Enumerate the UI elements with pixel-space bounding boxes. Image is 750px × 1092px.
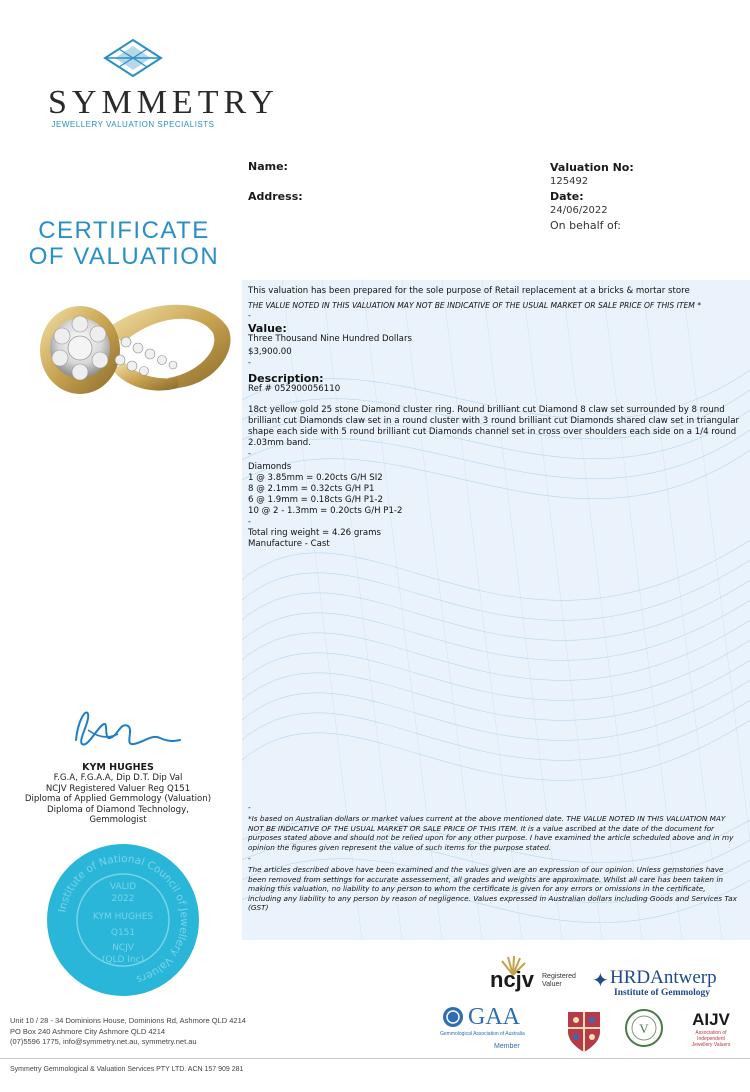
- disclaimer-para1: *Is based on Australian dollars or market values current at the above mentioned date. THE VALUE NOTED IN THIS VALUATION MAY NOT BE INDICATIVE OF THE USUAL MARKET OR SALE PRICE OF THIS ITEM. It is a value ascribed at the date of the document for purposes stated above and should not be relied upon for any other purpose. I have examined the article scheduled above and in my opinion the figures given represent the value of such items for the purpose stated.: [248, 814, 734, 852]
- seal-text: 2022: [111, 894, 135, 904]
- hrd-star-icon: ✦: [592, 968, 609, 992]
- qualification-line: Gemmologist: [89, 815, 147, 825]
- gaa-text: GAA: [468, 1004, 520, 1030]
- diamond-logo-icon: [103, 38, 163, 78]
- valuation-body: [248, 286, 746, 550]
- separator-dash: -: [248, 449, 251, 458]
- diamond-line: 6 @ 1.9mm = 0.18cts G/H P1-2: [248, 495, 384, 505]
- seal-text: NCJV: [112, 943, 134, 953]
- footer-divider: [0, 1058, 750, 1059]
- date-value: 24/06/2022: [550, 205, 608, 216]
- diamonds-heading: Diamonds: [248, 462, 292, 472]
- gaa-logo: [440, 1005, 542, 1055]
- svg-text:V: V: [639, 1021, 649, 1036]
- value-words: Three Thousand Nine Hundred Dollars: [248, 334, 412, 344]
- ncjv-text: ncjv: [490, 967, 535, 992]
- ring-photo: [28, 288, 240, 418]
- separator-dash: -: [248, 803, 251, 812]
- description-heading: Description:: [248, 372, 324, 385]
- address-line: Unit 10 / 28 - 34 Dominions House, Dominions Rd, Ashmore QLD 4214: [10, 1016, 246, 1025]
- address-label: Address:: [248, 190, 303, 203]
- signature-block: [0, 700, 236, 826]
- ring-weight: Total ring weight = 4.26 grams: [248, 528, 381, 538]
- ncjv-valuer: Valuer: [542, 981, 562, 988]
- disclaimer-para2: The articles described above have been examined and the values given are an expression of our opinion. Unless gemstones have been removed from settings for accurate assessement, all grades and weights are approximate. Whilst all care has been taken in making this valuation, no liability to any person to whom the certificate is given for any errors or omissions in the certificate, including any liability to any person by reason of negligence. Values expressed in Australian dollars including Goods and Services Tax (GST): [248, 865, 737, 913]
- brand-name: SYMMETRY: [48, 84, 279, 121]
- separator-dash: -: [248, 358, 251, 367]
- seal-text: Q151: [110, 928, 136, 938]
- diamond-line: 10 @ 2 - 1.3mm = 0.20cts G/H P1-2: [248, 506, 403, 516]
- symmetry-logo: [48, 38, 279, 129]
- aijv-text: AIJV: [692, 1010, 730, 1029]
- seal-text: VALID: [109, 882, 137, 892]
- hrd-text: HRDAntwerp: [610, 967, 717, 988]
- ncjv-logo: [490, 955, 580, 995]
- separator-dash: -: [248, 517, 251, 526]
- gaa-emblem-icon: [442, 1006, 464, 1028]
- company-line: Symmetry Gemmological & Valuation Services PTY LTD. ACN 157 909 281: [10, 1066, 244, 1073]
- value-heading: Value:: [248, 322, 287, 335]
- address-line: (07)5596 1775, info@symmetry.net.au, symmetry.net.au: [10, 1037, 197, 1046]
- crest-icon: [560, 1006, 608, 1054]
- certificate-title-line2: OF VALUATION: [28, 243, 220, 270]
- disclaimer: [248, 803, 740, 912]
- qualification-line: NCJV Registered Valuer Reg Q151: [45, 783, 191, 794]
- qualification-line: Diploma of Applied Gemmology (Valuation): [24, 794, 212, 804]
- value-notice: THE VALUE NOTED IN THIS VALUATION MAY NOT BE INDICATIVE OF THE USUAL MARKET OR SALE PRICE OF THIS ITEM *: [248, 301, 702, 310]
- brand-tagline: JEWELLERY VALUATION SPECIALISTS: [51, 120, 215, 129]
- ncjv-sub: [542, 973, 576, 989]
- seal-text: (QLD Inc): [101, 955, 145, 965]
- qualification-line: Diploma of Diamond Technology,: [47, 804, 189, 815]
- gaa-sub: Gemmological Association of Australia: [440, 1031, 525, 1037]
- aijv-logo: [676, 1010, 746, 1054]
- value-amount: $3,900.00: [248, 347, 292, 357]
- valuation-no-value: 125492: [550, 176, 589, 187]
- separator-dash: -: [248, 311, 251, 320]
- diamond-line: 1 @ 3.85mm = 0.20cts G/H SI2: [248, 473, 383, 483]
- reference-number: Ref # 052900056110: [248, 384, 341, 394]
- aijv-sub3: Jewellery Valuers: [691, 1042, 731, 1048]
- name-label: Name:: [248, 160, 288, 173]
- valuer-badge-icon: [624, 1008, 664, 1048]
- hrd-sub: Institute of Gemmology: [614, 988, 711, 998]
- handwritten-signature: [48, 700, 188, 760]
- manufacture: Manufacture - Cast: [248, 539, 330, 549]
- aijv-sub1: Association of: [695, 1030, 727, 1036]
- footer-address: [10, 1016, 246, 1048]
- certificate-title: [18, 218, 230, 270]
- on-behalf-label: On behalf of:: [550, 219, 621, 232]
- date-label: Date:: [550, 190, 584, 203]
- signatory-name: KYM HUGHES: [82, 762, 154, 773]
- certificate-title-line1: CERTIFICATE: [38, 217, 210, 244]
- separator-dash: -: [248, 854, 251, 864]
- item-description: 18ct yellow gold 25 stone Diamond cluster ring. Round brilliant cut Diamond 8 claw set surrounded by 8 round brilliant cut Diamonds claw set in a round cluster with 3 round brilliant cut Diamonds shared claw set in triangular shape each side with 5 round brilliant cut Diamonds channel set in cross over shoulders each side on a 1/4 round 2.03mm band.: [248, 405, 739, 448]
- seal-text: KYM HUGHES: [92, 912, 154, 922]
- address-line: PO Box 240 Ashmore City Ashmore QLD 4214: [10, 1026, 166, 1036]
- seal-ring-text: Institute of National Council of Jewellery Valuers: [56, 852, 191, 986]
- valuation-no-label: Valuation No:: [550, 161, 634, 174]
- aijv-sub2: Independent: [697, 1036, 725, 1042]
- purpose-text: This valuation has been prepared for the sole purpose of Retail replacement at a bricks & mortar store: [248, 286, 690, 296]
- gaa-member: Member: [494, 1043, 520, 1050]
- diamond-line: 8 @ 2.1mm = 0.32cts G/H P1: [248, 484, 375, 494]
- ncjv-registered: Registered: [542, 973, 576, 980]
- hrd-antwerp-logo: [592, 968, 750, 1002]
- ncjv-valuer-seal: [38, 835, 208, 1005]
- qualification-line: F.G.A, F.G.A.A, Dip D.T. Dip Val: [53, 773, 183, 783]
